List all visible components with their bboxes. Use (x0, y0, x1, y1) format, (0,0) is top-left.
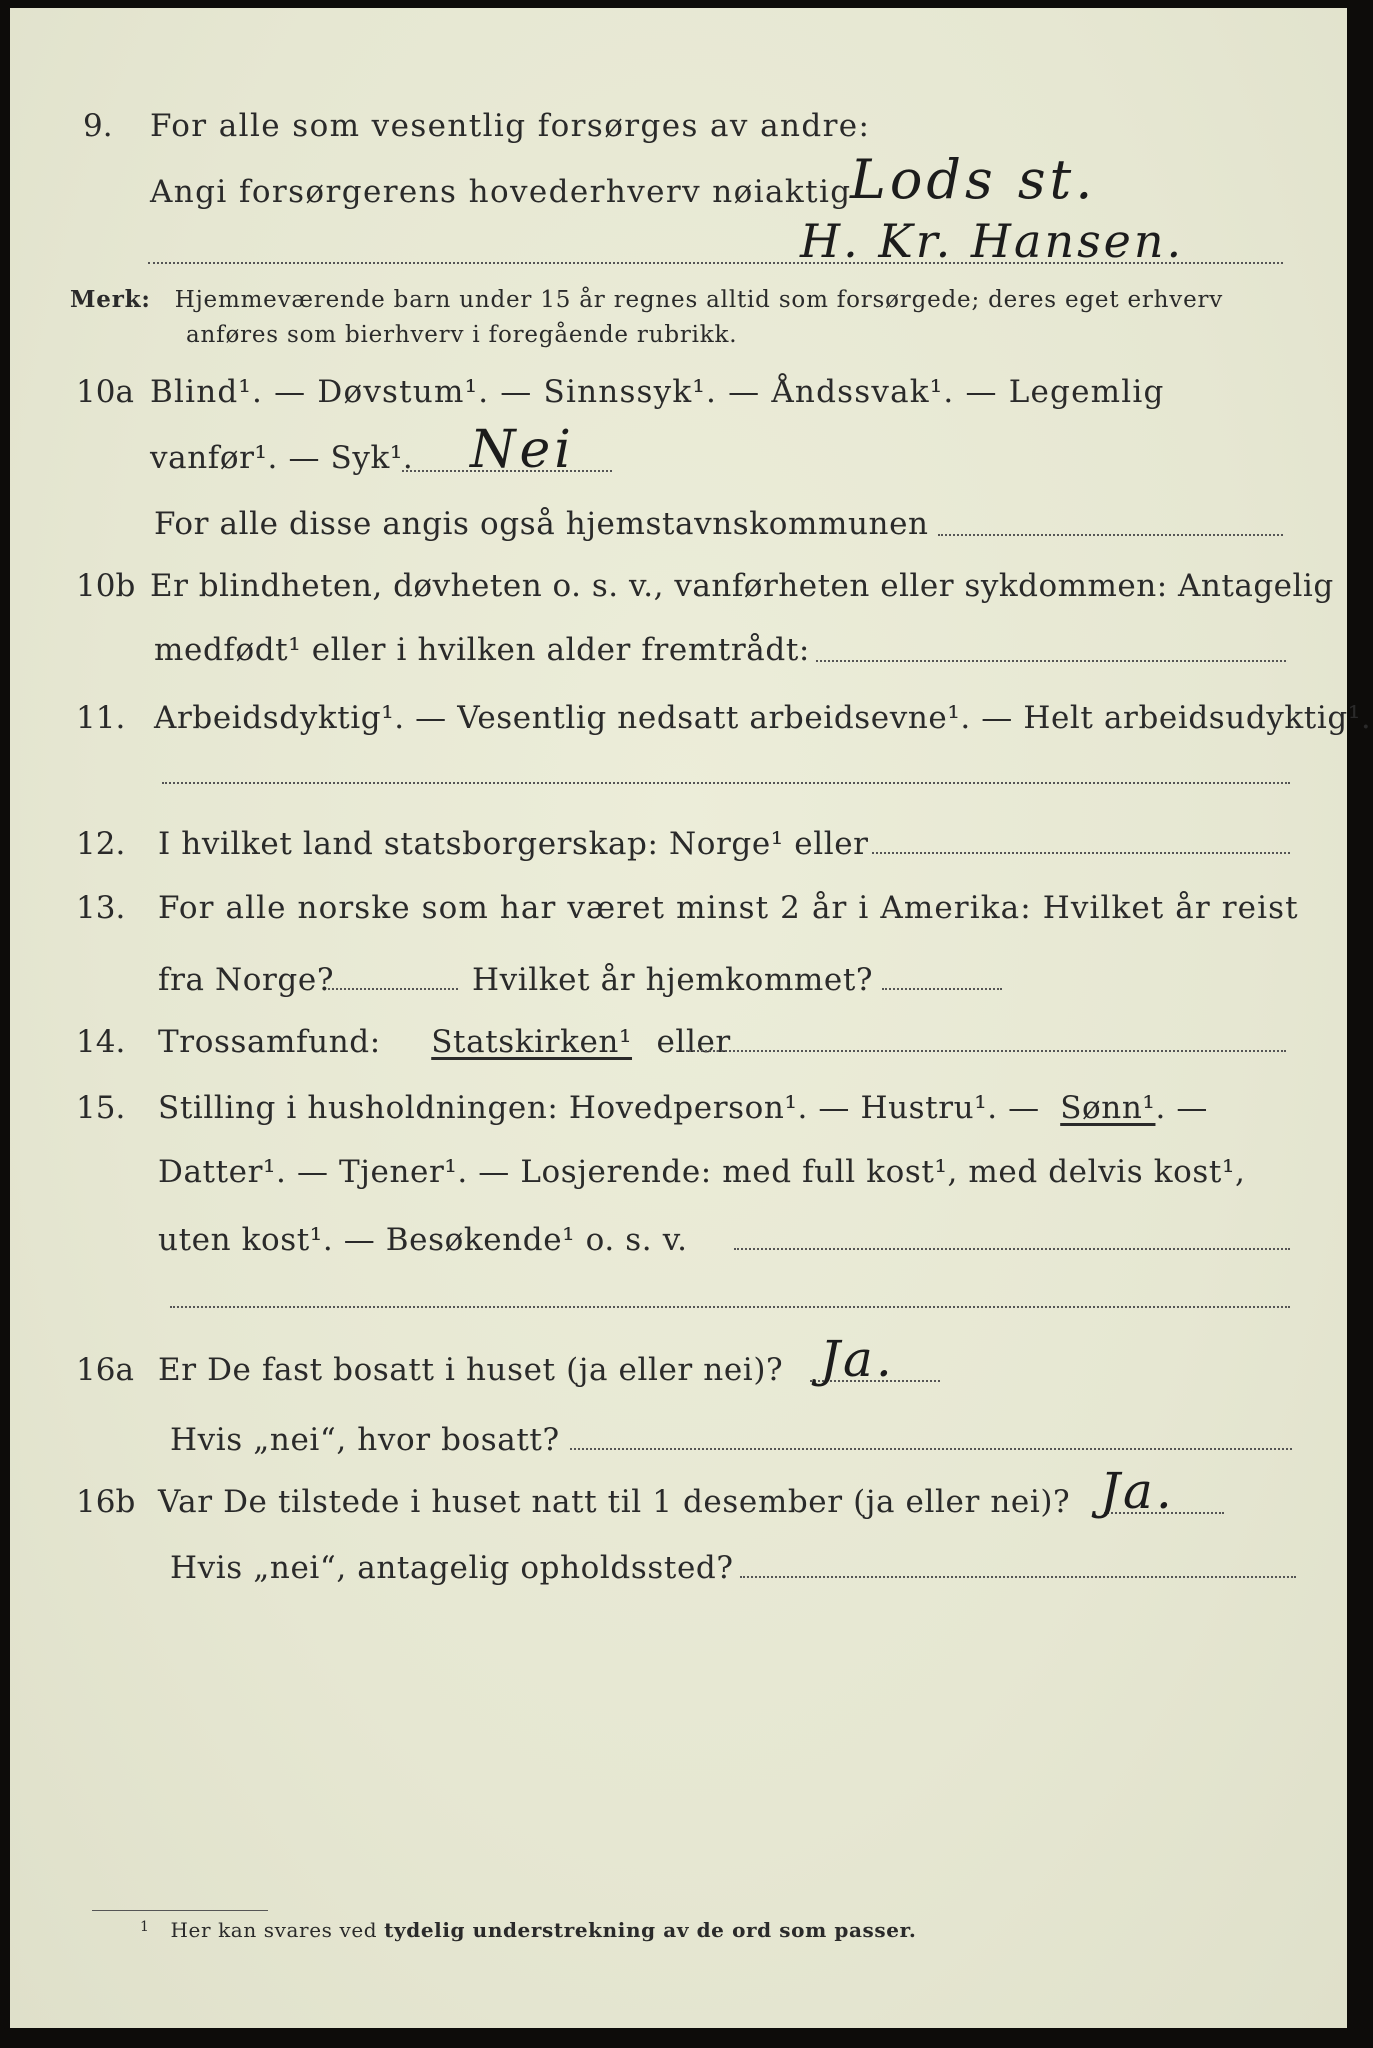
footnote-mark: 1 (140, 1919, 150, 1935)
q16a-line1: Er De fast bosatt i huset (ja eller nei)? (158, 1352, 784, 1388)
footnote-text-b: tydelig understrekning av de ord som passer. (384, 1918, 917, 1942)
q13-number: 13. (76, 890, 126, 926)
q10a-line1: Blind¹. — Døvstum¹. — Sinnssyk¹. — Åndssvak¹. — Legemlig (150, 374, 1165, 410)
q9-handwritten-provider: H. Kr. Hansen. (800, 214, 1185, 268)
q10a-handwritten-answer: Nei (470, 420, 575, 480)
q16a-number: 16a (76, 1352, 134, 1388)
q16a-residence-line (570, 1448, 1292, 1450)
q13-line1: For alle norske som har været minst 2 år i Amerika: Hvilket år reist (158, 890, 1299, 926)
q16a-handwritten-answer: Ja. (820, 1330, 895, 1388)
q9-line2: Angi forsørgerens hovederhverv nøiaktig (150, 174, 852, 210)
q16a-line2: Hvis „nei“, hvor bosatt? (170, 1422, 560, 1458)
q16b-whereabouts-line (740, 1576, 1296, 1578)
q12-line1: I hvilket land statsborgerskap: Norge¹ eller (158, 826, 869, 862)
q11-number: 11. (76, 700, 126, 736)
q15-answer-line-1 (734, 1248, 1290, 1250)
merk-label: Merk: (70, 286, 151, 313)
q15-number: 15. (76, 1090, 126, 1126)
q10b-answer-line (816, 660, 1286, 662)
q10a-number: 10a (76, 374, 134, 410)
q10a-hometown-line (938, 534, 1283, 536)
q12-answer-line (872, 852, 1290, 854)
q10a-line3: For alle disse angis også hjemstavnskommunen (154, 506, 929, 542)
q16b-line2: Hvis „nei“, antagelig opholdssted? (170, 1550, 734, 1586)
q15-line1-text: Stilling i husholdningen: Hovedperson¹. — Hustru¹. — (158, 1090, 1040, 1126)
q13-emigrated-line (328, 988, 458, 990)
q14-option-underlined: Statskirken¹ (431, 1024, 633, 1060)
q15-sonn-underlined: Sønn¹ (1060, 1090, 1156, 1126)
q13-line2a: fra Norge? (158, 962, 335, 998)
q14-answer-line (686, 1050, 1286, 1052)
q15-line3: uten kost¹. — Besøkende¹ o. s. v. (158, 1222, 688, 1258)
q14-rest: eller (656, 1024, 731, 1060)
q11-line1: Arbeidsdyktig¹. — Vesentlig nedsatt arbeidsevne¹. — Helt arbeidsudyktig¹. (154, 700, 1372, 736)
merk-line2: anføres som bierhverv i foregående rubrikk. (186, 322, 738, 348)
q15-answer-line-2 (170, 1306, 1290, 1308)
q14-line1 (158, 1024, 731, 1060)
q9-number: 9. (83, 108, 113, 144)
q15-line1 (158, 1090, 1208, 1126)
q12-number: 12. (76, 826, 126, 862)
q16b-handwritten-answer: Ja. (1100, 1462, 1175, 1520)
q16b-line1: Var De tilstede i huset natt til 1 desember (ja eller nei)? (158, 1484, 1071, 1520)
q10b-number: 10b (76, 568, 136, 604)
merk-line1 (70, 286, 1223, 313)
q14-label: Trossamfund: (158, 1024, 381, 1060)
q15-line1-tail: . — (1155, 1090, 1208, 1126)
q9-handwritten-occupation: Lods st. (850, 148, 1097, 211)
q11-answer-line (162, 782, 1290, 784)
census-form-page (10, 8, 1372, 2028)
q13-line2b: Hvilket år hjemkommet? (472, 962, 874, 998)
q14-number: 14. (76, 1024, 126, 1060)
merk-text-1: Hjemmeværende barn under 15 år regnes alltid som forsørgede; deres eget erhverv (174, 287, 1224, 313)
q10b-line2: medfødt¹ eller i hvilken alder fremtrådt: (154, 632, 810, 668)
q10b-line1: Er blindheten, døvheten o. s. v., vanførheten eller sykdommen: Antagelig (150, 568, 1334, 604)
footnote-rule (92, 1910, 268, 1911)
footnote-text-a: Her kan svares ved (170, 1918, 378, 1942)
q9-line1: For alle som vesentlig forsørges av andre: (150, 108, 871, 144)
q15-line2: Datter¹. — Tjener¹. — Losjerende: med full kost¹, med delvis kost¹, (158, 1154, 1246, 1190)
footnote (140, 1918, 916, 1942)
q16b-number: 16b (76, 1484, 136, 1520)
q10a-line2: vanfør¹. — Syk¹. (150, 440, 414, 476)
q13-returned-line (882, 988, 1002, 990)
